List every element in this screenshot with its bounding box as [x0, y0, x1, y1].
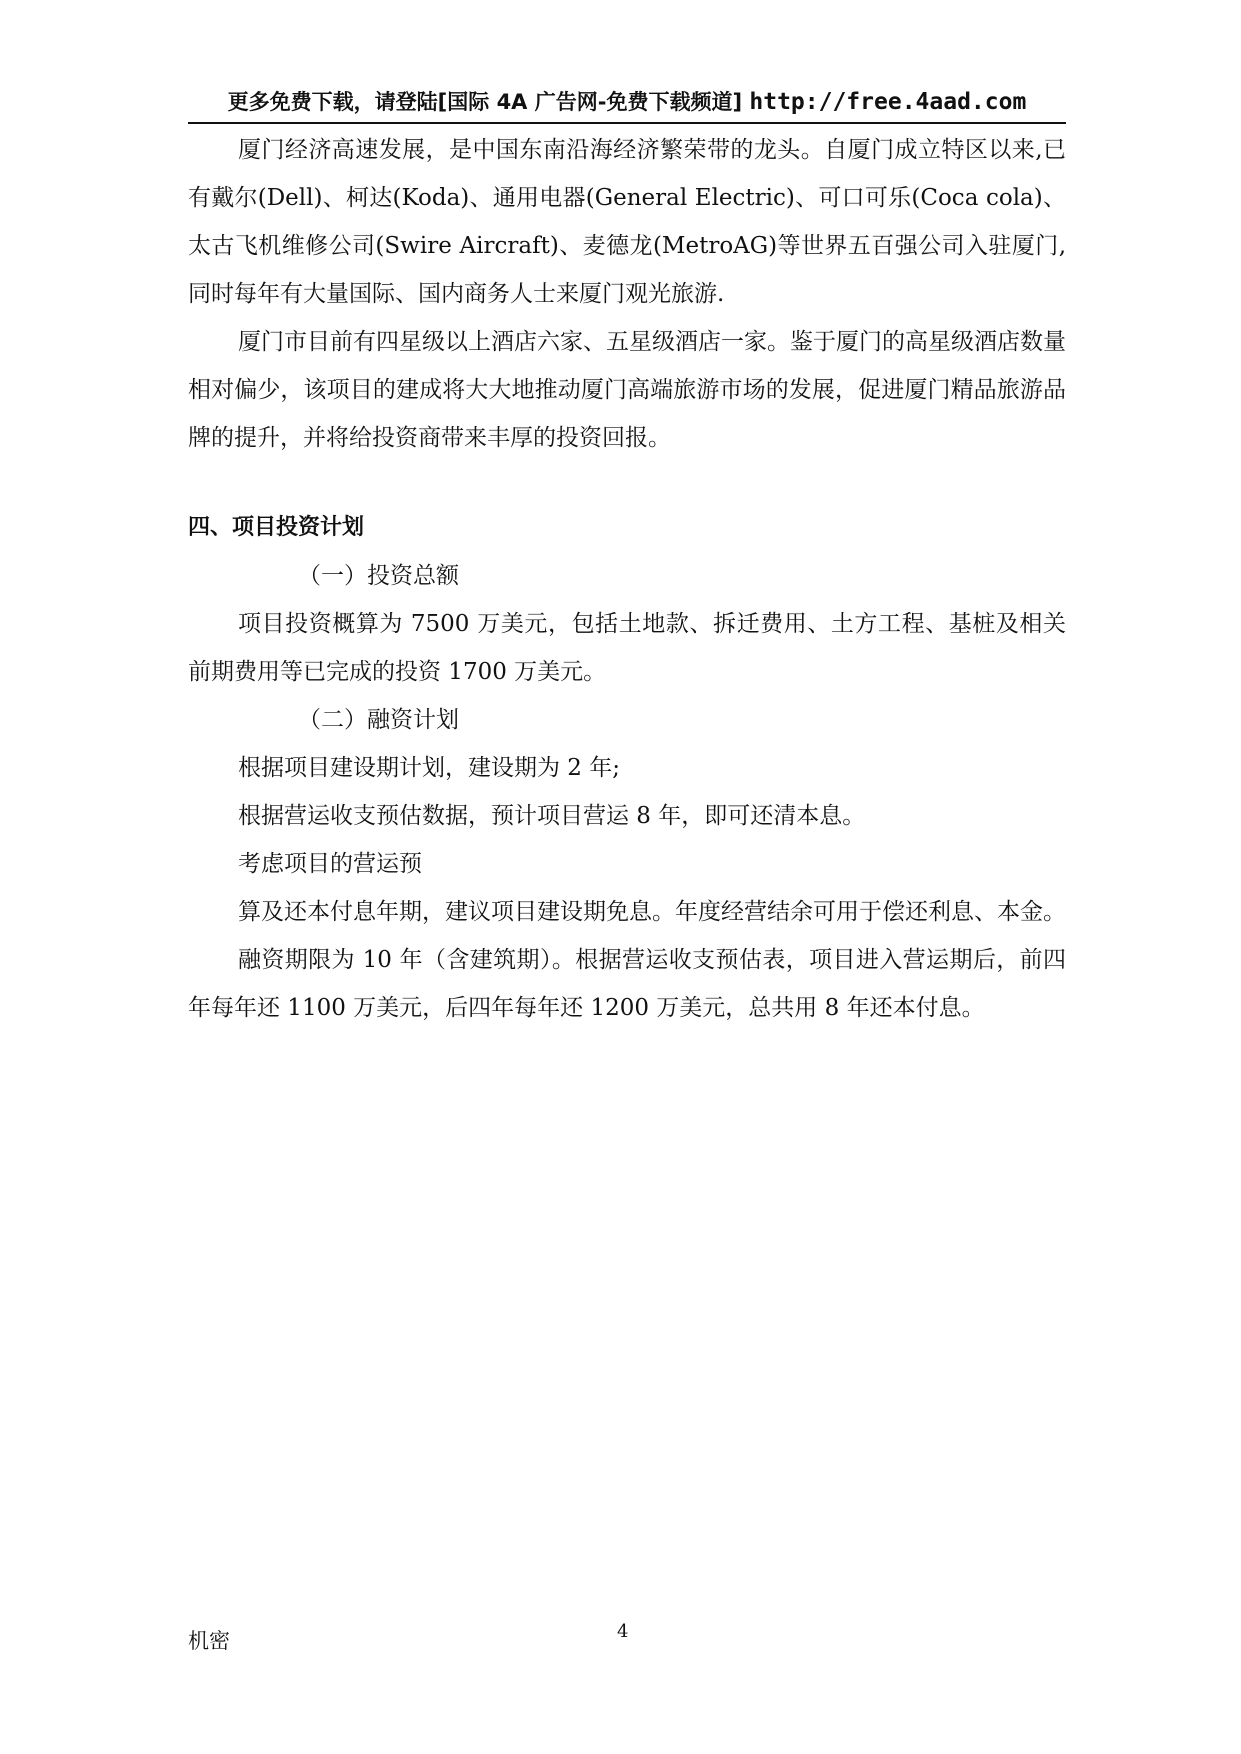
paragraph-investment-estimate: 项目投资概算为 7500 万美元，包括土地款、拆迁费用、土方工程、基桩及相关前期费用等已完成的投资 1700 万美元。	[188, 611, 1066, 685]
section-title: 四、项目投资计划	[188, 515, 365, 540]
spacer	[188, 462, 1066, 504]
paragraph-interest-free: 算及还本付息年期，建议项目建设期免息。年度经营结余可用于偿还利息、本金。	[238, 899, 1066, 925]
subsection-investment-total: （一）投资总额	[298, 563, 459, 589]
paragraph-operation-years: 根据营运收支预估数据，预计项目营运 8 年，即可还清本息。	[238, 803, 866, 829]
subsection-financing-plan: （二）融资计划	[298, 707, 459, 733]
page-header	[188, 86, 1066, 124]
confidential-label: 机密	[188, 1629, 230, 1653]
page-number: 4	[617, 1621, 629, 1642]
header-text: 更多免费下载，请登陆[国际 4A 广告网-免费下载频道]	[227, 90, 743, 114]
paragraph-hotel-count: 厦门市目前有四星级以上酒店六家、五星级酒店一家。鉴于厦门的高星级酒店数量相对偏少，该项目的建成将大大地推动厦门高端旅游市场的发展，促进厦门精品旅游品牌的提升，并将给投资商带来丰厚的投资回报。	[188, 329, 1066, 451]
paragraph-financing-term: 融资期限为 10 年（含建筑期）。根据营运收支预估表，项目进入营运期后，前四年每年还 1100 万美元，后四年每年还 1200 万美元，总共用 8 年还本付息。	[188, 947, 1066, 1021]
paragraph-consider-operation: 考虑项目的营运预	[238, 851, 422, 877]
header-url[interactable]: http://free.4aad.com	[749, 89, 1027, 115]
paragraph-construction-period: 根据项目建设期计划，建设期为 2 年;	[238, 755, 621, 781]
document-body	[188, 126, 1066, 1032]
paragraph-xiamen-economy: 厦门经济高速发展，是中国东南沿海经济繁荣带的龙头。自厦门成立特区以来,已有戴尔(Dell)、柯达(Koda)、通用电器(General Electric)、可口可乐(Coca cola)、太古飞机维修公司(Swire Aircraft)、麦德龙(MetroAG)等世界五百强公司入驻厦门,同时每年有大量国际、国内商务人士来厦门观光旅游.	[188, 137, 1066, 307]
